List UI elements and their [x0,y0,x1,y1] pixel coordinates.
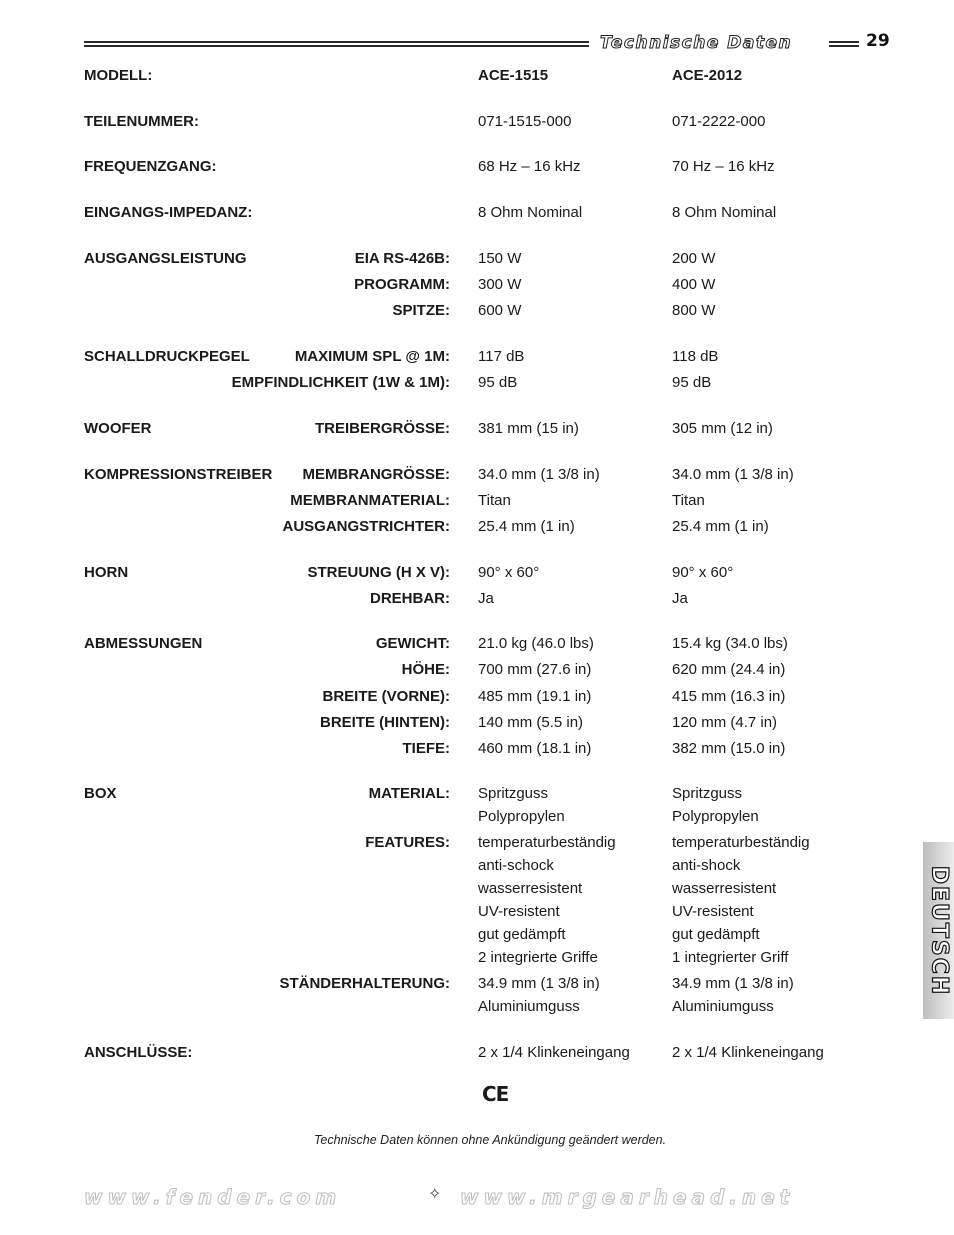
spec-value-ace-1515: Titan [478,492,511,509]
spec-value-ace-2012: 382 mm (15.0 in) [672,740,786,757]
spec-value-ace-1515: 34.0 mm (1 3/8 in) [478,466,600,483]
spec-value-ace-2012: 2 x 1/4 Klinkeneingang [672,1044,824,1061]
spec-value-ace-1515: UV-resistent [478,903,560,920]
spec-parameter-label: PROGRAMM: [354,276,450,293]
spec-value-ace-1515: 485 mm (19.1 in) [478,688,592,705]
spec-parameter-label: BREITE (HINTEN): [320,714,450,731]
spec-value-ace-2012: 15.4 kg (34.0 lbs) [672,635,788,652]
spec-value-ace-2012: UV-resistent [672,903,754,920]
model-a-name: ACE-1515 [478,67,549,84]
spec-value-ace-1515: 90° x 60° [478,564,540,581]
spec-section-label: SCHALLDRUCKPEGEL [84,348,250,365]
spec-section-label: ABMESSUNGEN [84,635,203,652]
spec-value-ace-2012: Spritzguss [672,785,743,802]
spec-value-ace-1515: temperaturbeständig [478,834,616,851]
spec-value-ace-2012: 800 W [672,302,716,319]
spec-value-ace-2012: 620 mm (24.4 in) [672,661,786,678]
spec-value-ace-2012: 1 integrierter Griff [672,949,789,966]
spec-parameter-label: TIEFE: [402,740,450,757]
spec-value-ace-2012: Polypropylen [672,808,759,825]
spec-value-ace-1515: 2 x 1/4 Klinkeneingang [478,1044,630,1061]
spec-value-ace-1515: gut gedämpft [478,926,566,943]
spec-section-label: KOMPRESSIONSTREIBER [84,466,273,483]
page-number: 29 [866,31,890,51]
spec-parameter-label: BREITE (VORNE): [322,688,450,705]
spec-value-ace-2012: Ja [672,590,688,607]
spec-value-ace-2012: 90° x 60° [672,564,734,581]
spec-value-ace-2012: 118 dB [672,348,719,365]
spec-value-ace-2012: anti-shock [672,857,741,874]
spec-value-ace-1515: 117 dB [478,348,525,365]
spec-value-ace-2012: 200 W [672,250,716,267]
spec-value-ace-1515: wasserresistent [478,880,583,897]
spec-value-ace-1515: 8 Ohm Nominal [478,204,583,221]
spec-value-ace-2012: Titan [672,492,705,509]
spec-value-ace-1515: 34.9 mm (1 3/8 in) [478,975,600,992]
header-rule-right [829,41,859,49]
spec-value-ace-1515: Polypropylen [478,808,565,825]
spec-value-ace-2012: 120 mm (4.7 in) [672,714,778,731]
spec-value-ace-2012: wasserresistent [672,880,777,897]
footer-separator-icon: ✧ [428,1186,442,1203]
spec-parameter-label: FEATURES: [365,834,450,851]
spec-parameter-label: EMPFINDLICHKEIT (1W & 1M): [231,374,450,391]
spec-value-ace-1515: 21.0 kg (46.0 lbs) [478,635,594,652]
spec-value-ace-2012: gut gedämpft [672,926,760,943]
spec-value-ace-1515: 300 W [478,276,522,293]
spec-parameter-label: EIA RS-426B: [354,250,450,267]
spec-value-ace-1515: Aluminiumguss [478,998,580,1015]
spec-value-ace-1515: 68 Hz – 16 kHz [478,158,581,175]
spec-value-ace-1515: 460 mm (18.1 in) [478,740,592,757]
disclaimer-note: Technische Daten können ohne Ankündigung geändert werden. [313,1133,667,1147]
spec-parameter-label: HÖHE: [401,661,450,678]
spec-value-ace-2012: 70 Hz – 16 kHz [672,158,775,175]
spec-parameter-label: MEMBRANGRÖSSE: [302,466,450,483]
spec-value-ace-1515: 25.4 mm (1 in) [478,518,575,535]
language-tab-label: DEUTSCH [926,865,951,996]
header-rule-left [84,41,589,49]
spec-value-ace-2012: 95 dB [672,374,712,391]
spec-value-ace-1515: Spritzguss [478,785,549,802]
footer-url-fender[interactable]: www.fender.com [84,1185,342,1209]
language-tab [923,842,954,1019]
spec-section-label: EINGANGS-IMPEDANZ: [84,204,253,221]
model-label: MODELL: [84,67,153,84]
spec-section-label: HORN [84,564,129,581]
spec-parameter-label: TREIBERGRÖSSE: [314,420,450,437]
spec-value-ace-2012: Aluminiumguss [672,998,774,1015]
spec-value-ace-2012: 25.4 mm (1 in) [672,518,769,535]
spec-parameter-label: DREHBAR: [370,590,450,607]
spec-value-ace-2012: 8 Ohm Nominal [672,204,777,221]
spec-parameter-label: MATERIAL: [368,785,450,802]
spec-value-ace-2012: 071-2222-000 [672,113,766,130]
spec-section-label: BOX [84,785,117,802]
spec-value-ace-2012: temperaturbeständig [672,834,810,851]
spec-parameter-label: STÄNDERHALTERUNG: [279,975,450,992]
spec-value-ace-2012: 34.0 mm (1 3/8 in) [672,466,794,483]
spec-value-ace-1515: 140 mm (5.5 in) [478,714,584,731]
spec-section-label: AUSGANGSLEISTUNG [84,250,247,267]
spec-value-ace-2012: 400 W [672,276,716,293]
spec-value-ace-1515: 071-1515-000 [478,113,572,130]
spec-value-ace-1515: 2 integrierte Griffe [478,949,598,966]
spec-value-ace-2012: 34.9 mm (1 3/8 in) [672,975,794,992]
spec-parameter-label: MAXIMUM SPL @ 1M: [294,348,450,365]
spec-value-ace-1515: Ja [478,590,494,607]
spec-value-ace-1515: 95 dB [478,374,518,391]
spec-parameter-label: AUSGANGSTRICHTER: [282,518,450,535]
spec-value-ace-1515: 150 W [478,250,522,267]
spec-value-ace-1515: 381 mm (15 in) [478,420,579,437]
spec-value-ace-2012: 415 mm (16.3 in) [672,688,786,705]
spec-value-ace-1515: anti-schock [478,857,554,874]
spec-value-ace-2012: 305 mm (12 in) [672,420,773,437]
spec-value-ace-1515: 700 mm (27.6 in) [478,661,592,678]
spec-section-label: FREQUENZGANG: [84,158,217,175]
spec-parameter-label: GEWICHT: [375,635,450,652]
model-b-name: ACE-2012 [672,67,743,84]
spec-parameter-label: SPITZE: [392,302,450,319]
spec-parameter-label: MEMBRANMATERIAL: [290,492,450,509]
spec-section-label: ANSCHLÜSSE: [84,1044,193,1061]
spec-value-ace-1515: 600 W [478,302,522,319]
spec-section-label: TEILENUMMER: [84,113,199,130]
section-title: Technische Daten [600,33,793,53]
spec-section-label: WOOFER [84,420,152,437]
footer-url-mrgearhead[interactable]: www.mrgearhead.net [460,1185,795,1209]
ce-mark: CE [482,1082,509,1106]
spec-parameter-label: STREUUNG (H X V): [307,564,450,581]
